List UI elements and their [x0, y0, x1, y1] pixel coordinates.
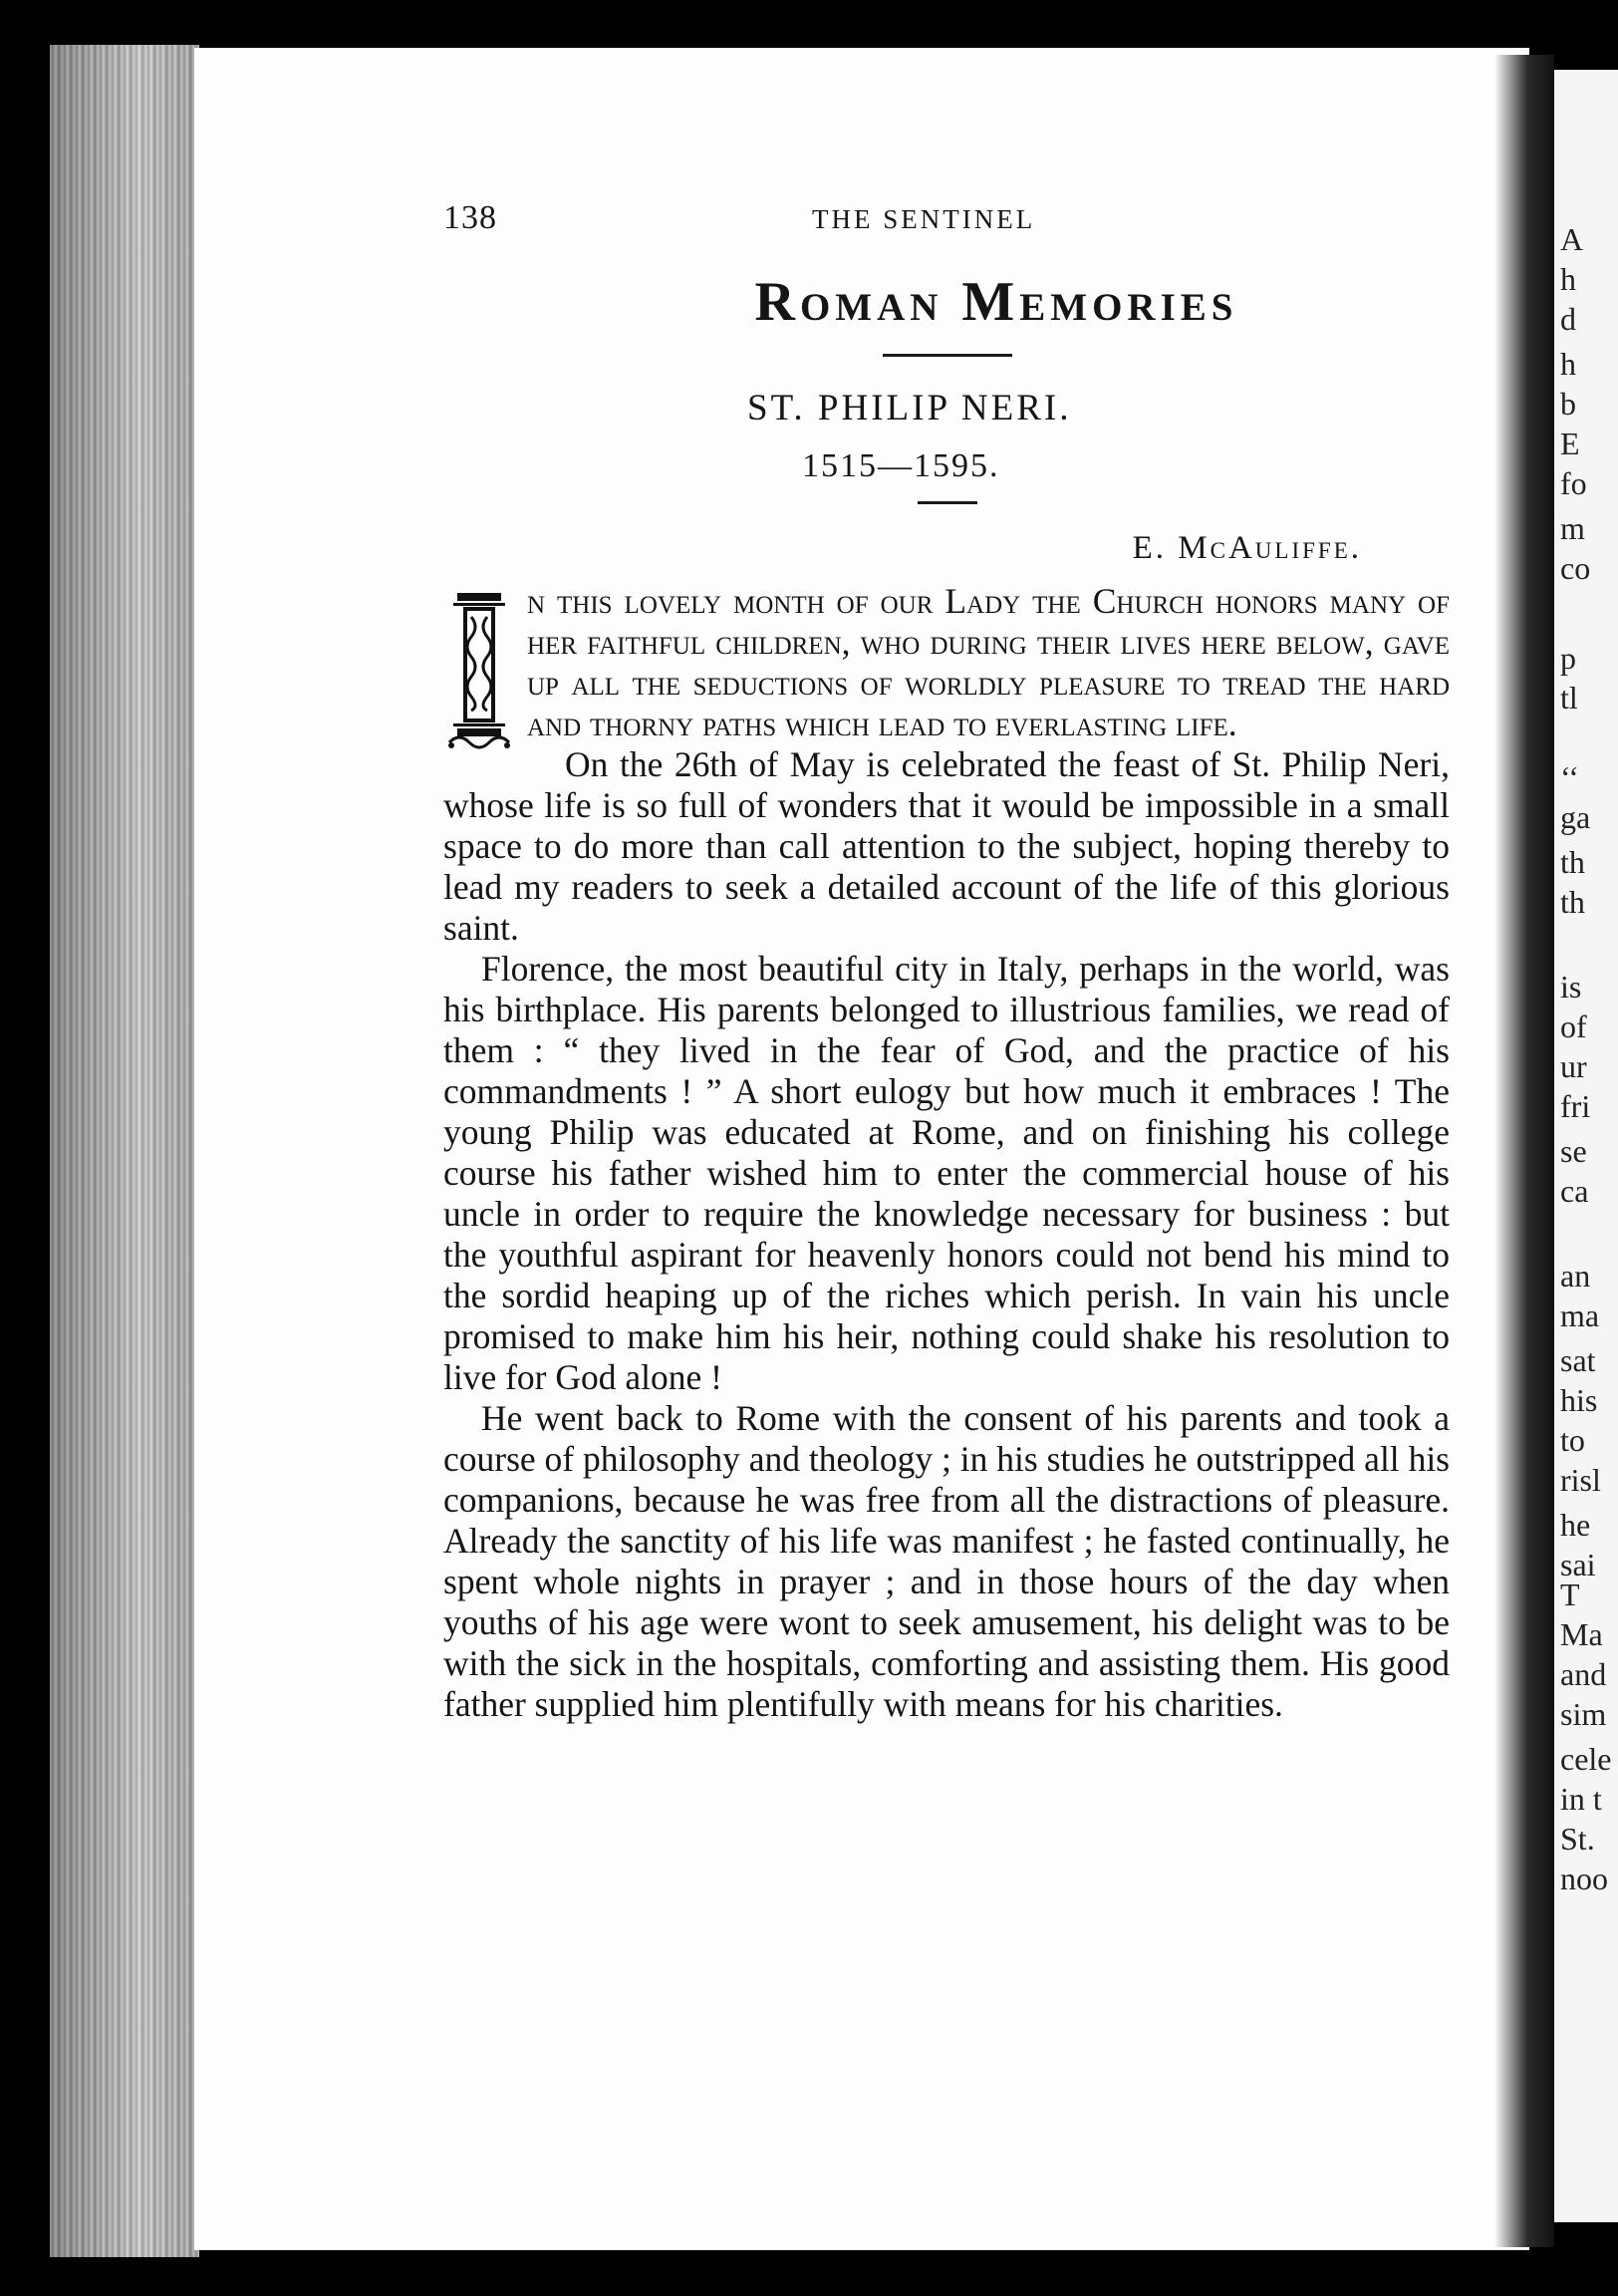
facing-page-fragment: of: [1560, 1008, 1587, 1044]
facing-page-fragment: an: [1560, 1258, 1591, 1293]
page-content: [443, 194, 1450, 1725]
facing-page-fragment: sat: [1560, 1342, 1596, 1378]
facing-page-fragment: th: [1560, 844, 1585, 880]
facing-page-fragment: his: [1560, 1382, 1598, 1418]
facing-page-fragment: ca: [1560, 1173, 1589, 1209]
facing-page-fragment: cele: [1560, 1741, 1612, 1777]
facing-page-fragment: h: [1560, 346, 1576, 382]
facing-page-fragment: ma: [1560, 1297, 1600, 1333]
article-dates: 1515—1595.: [802, 447, 1000, 484]
paragraph: He went back to Rome with the consent of his parents and took a course of philosophy and theology ; in his studies he outstripped all his companions, because he was free from all the distractions of pleasure. Already the sanctity of his life was manifest ; he fasted continually, he spent whole nights in prayer ; and in those hours of the day when youths of his age were wont to seek amusement, his delight was to be with the sick in the hospitals, comforting and assisting them. His good father supplied him plentifully with means for his charities.: [443, 1398, 1450, 1724]
facing-page-fragment: ga: [1560, 799, 1591, 835]
facing-page-fragment: in t: [1560, 1781, 1602, 1817]
facing-page-fragment: St.: [1560, 1821, 1595, 1857]
facing-page-fragment: m: [1560, 510, 1585, 546]
paragraph: Florence, the most beautiful city in Italy, perhaps in the world, was his birthplace. His parents belonged to illustrious families, we read of them : “ they lived in the fear of God, and the practice of his commandments ! ” A short eulogy but how much it embraces ! The young Philip was educated at Rome, and on finishing his college course his father wished him to enter the commercial house of his uncle in order to require the knowledge necessary for business : but the youthful aspirant for heavenly honors could not bend his mind to the sordid heaping up of the riches which perish. In vain his uncle promised to make him his heir, nothing could shake his resolution to live for God alone !: [443, 949, 1450, 1397]
facing-page-fragment: he: [1560, 1507, 1591, 1543]
facing-page-fragment: ur: [1560, 1048, 1587, 1084]
article-body: [443, 581, 1450, 1725]
facing-page-fragment: d: [1560, 301, 1576, 337]
facing-page-fragment: E: [1560, 426, 1580, 461]
facing-page-fragment: is: [1560, 969, 1582, 1004]
dropcap-ornament-icon: [443, 587, 515, 751]
facing-page-fragment: A: [1560, 221, 1584, 257]
facing-page-fragment: h: [1560, 261, 1576, 297]
facing-page-fragment: b: [1560, 386, 1576, 422]
page-stack-edge: [50, 45, 199, 2257]
facing-page-fragment: sai: [1560, 1547, 1596, 1582]
facing-page-fragment: se: [1560, 1133, 1587, 1169]
facing-page-fragment: ‘‘: [1560, 759, 1579, 795]
facing-page-fragment: to: [1560, 1422, 1585, 1458]
facing-page-fragment: tl: [1560, 680, 1578, 716]
paragraph: On the 26th of May is celebrated the feast of St. Philip Neri, whose life is so full of wonders that it would be impossible in a small space to do more than call attention to the subject, hoping thereby to lead my readers to seek a detailed account of the life of this glorious saint.: [443, 744, 1450, 948]
paragraph: [443, 581, 1450, 744]
article-title: Roman Memories: [754, 271, 1238, 333]
facing-page-fragment: fri: [1560, 1088, 1591, 1124]
facing-page-fragment: risl: [1560, 1462, 1601, 1498]
first-paragraph-text: n this lovely month of our Lady the Church honors many of her faithful children, who during their lives here below, gave up all the seductions of worldly pleasure to tread the hard and thorny paths which lead to everlasting life.: [527, 581, 1450, 743]
dates-rule: [918, 501, 977, 504]
facing-page-fragment: co: [1560, 550, 1591, 586]
facing-page-fragment: sim: [1560, 1696, 1607, 1732]
ornamental-dropcap: [443, 587, 515, 751]
facing-page-fragment: Ma: [1560, 1616, 1603, 1652]
running-head: [443, 194, 1450, 244]
facing-page-fragment: and: [1560, 1656, 1607, 1692]
book-gutter: [1494, 55, 1554, 2247]
journal-name: THE SENTINEL: [812, 204, 1036, 234]
facing-page-fragment: th: [1560, 884, 1585, 920]
facing-page-fragment: noo: [1560, 1861, 1608, 1896]
page-number: 138: [443, 199, 497, 236]
article-subtitle: ST. PHILIP NERI.: [747, 388, 1072, 429]
article-author: E. McAuliffe.: [1132, 530, 1362, 566]
facing-page-fragment: T: [1560, 1577, 1580, 1612]
facing-page: [1554, 70, 1618, 2222]
title-rule: [883, 354, 1012, 357]
facing-page-fragment: p: [1560, 640, 1576, 676]
dropcap-letter: [443, 587, 444, 588]
facing-page-fragment: fo: [1560, 465, 1587, 501]
